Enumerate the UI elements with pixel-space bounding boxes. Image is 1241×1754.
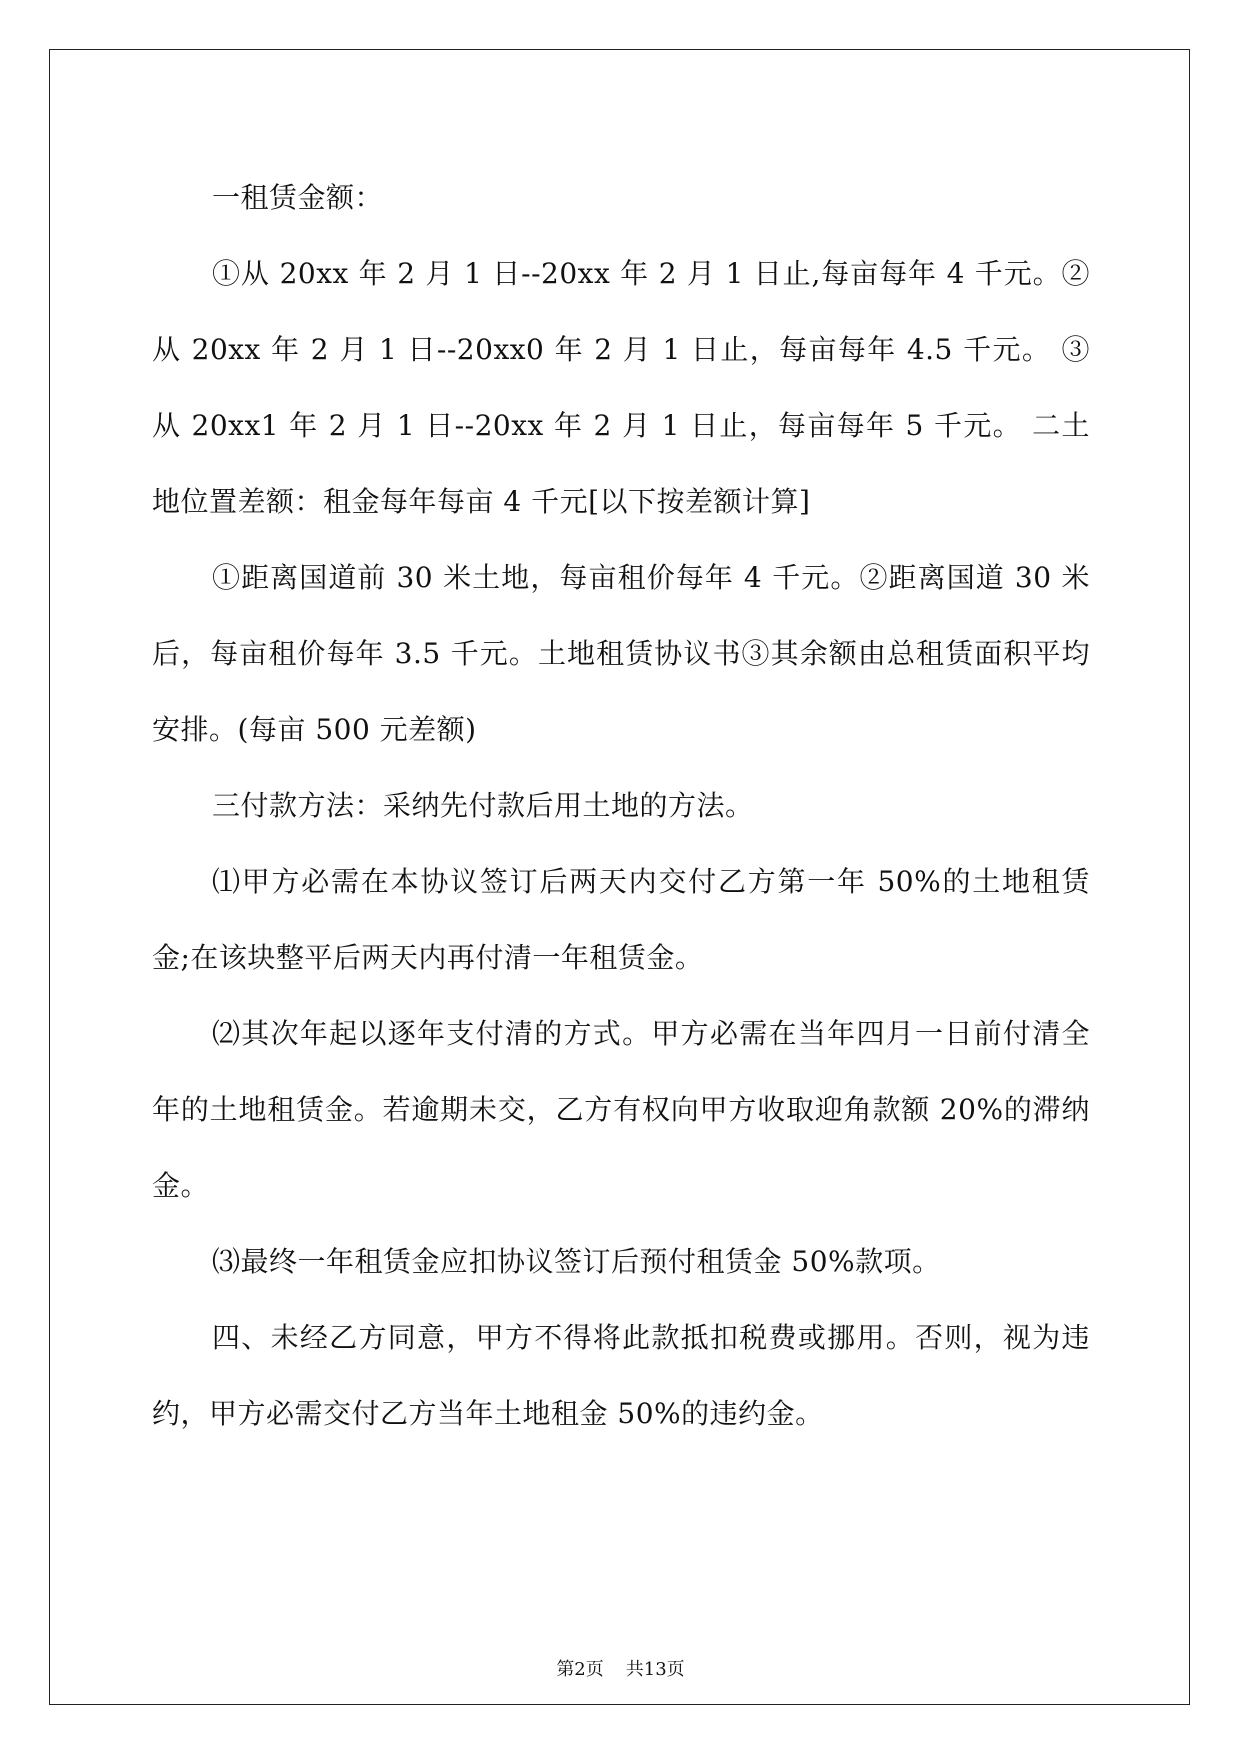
paragraph-rent-amount-heading: 一租赁金额： xyxy=(212,181,384,214)
document-body xyxy=(152,160,1090,1452)
paragraph-payment-term-1: ⑴甲方必需在本协议签订后两天内交付乙方第一年 50%的土地租赁金;在该块整平后两天内再付清一年租赁金。 xyxy=(152,865,1090,974)
paragraph-clause-four: 四、未经乙方同意，甲方不得将此款抵扣税费或挪用。否则，视为违约，甲方必需交付乙方当年土地租金 50%的违约金。 xyxy=(152,1321,1090,1430)
paragraph-payment-method-heading: 三付款方法：采纳先付款后用土地的方法。 xyxy=(212,789,754,822)
page-number: 第2页 xyxy=(556,1659,604,1680)
page-total: 共13页 xyxy=(625,1659,685,1680)
paragraph-payment-term-2: ⑵其次年起以逐年支付清的方式。甲方必需在当年四月一日前付清全年的土地租赁金。若逾期未交，乙方有权向甲方收取迎角款额 20%的滞纳金。 xyxy=(152,1017,1090,1202)
page-footer xyxy=(0,1655,1241,1681)
paragraph-rent-schedule: ①从 20xx 年 2 月 1 日--20xx 年 2 月 1 日止,每亩每年 4 千元。②从 20xx 年 2 月 1 日--20xx0 年 2 月 1 日止，每亩每年 4.5 千元。 ③从 20xx1 年 2 月 1 日--20xx 年 2 月 1 日止，每亩每年 5 千元。 二土地位置差额：租金每年每亩 4 千元[以下按差额计算] xyxy=(152,257,1090,518)
paragraph-location-rates: ①距离国道前 30 米土地，每亩租价每年 4 千元。②距离国道 30 米后，每亩租价每年 3.5 千元。土地租赁协议书③其余额由总租赁面积平均安排。(每亩 500 元差额) xyxy=(152,561,1090,746)
paragraph-payment-term-3: ⑶最终一年租赁金应扣协议签订后预付租赁金 50%款项。 xyxy=(212,1245,941,1278)
